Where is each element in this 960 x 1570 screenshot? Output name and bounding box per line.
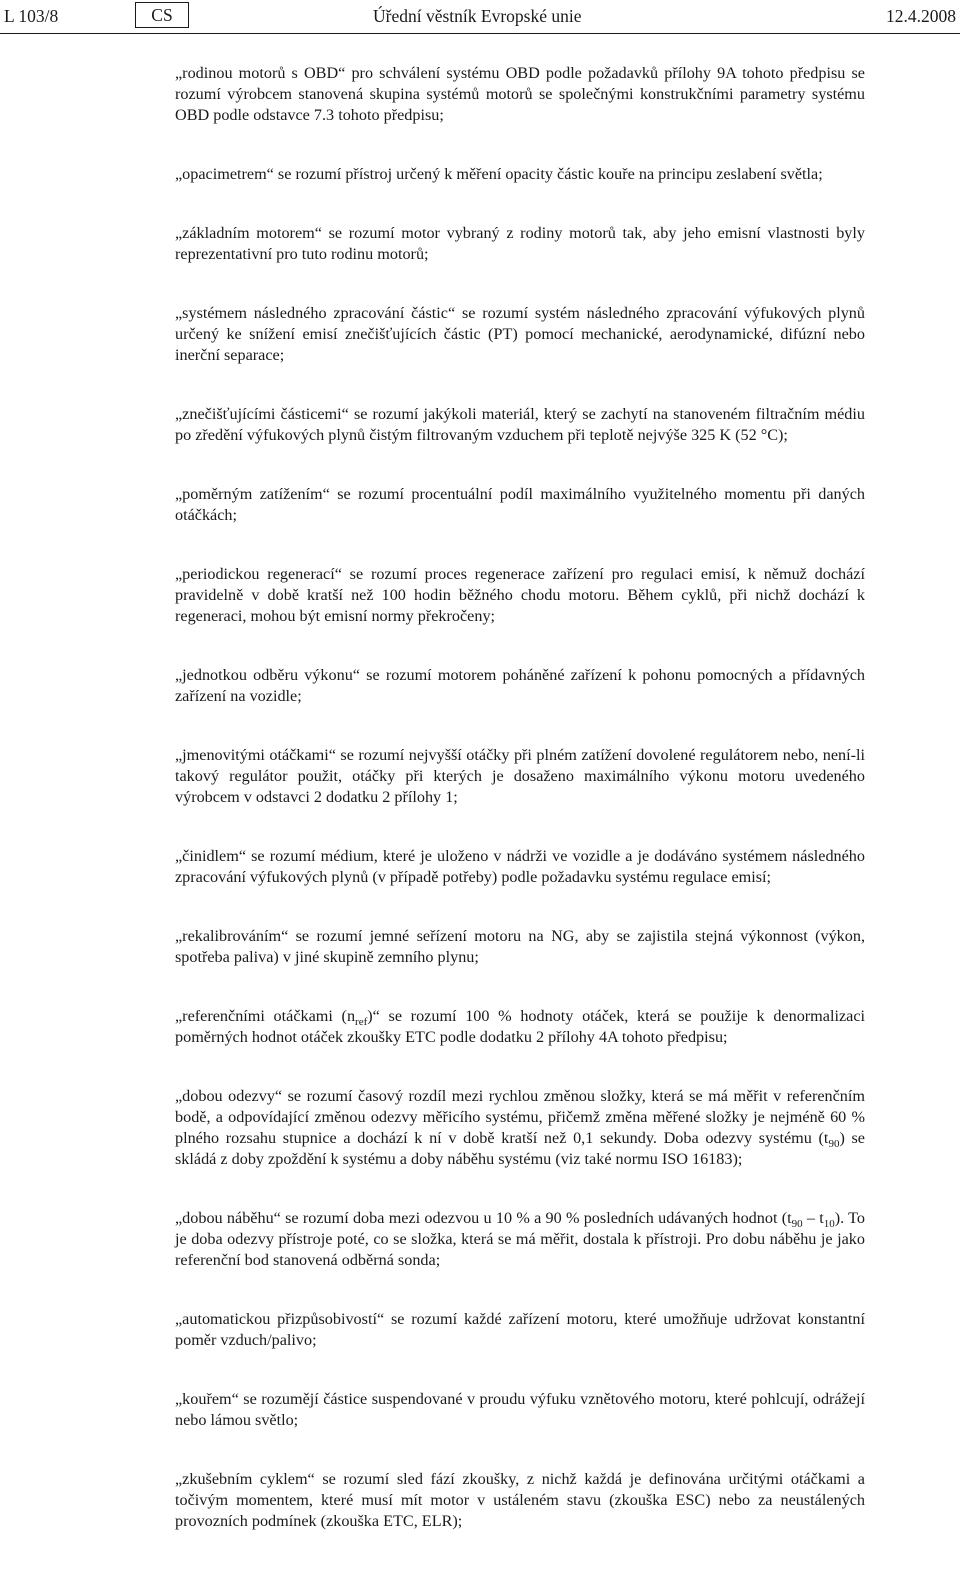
definition-paragraph: „jmenovitými otáčkami“ se rozumí nejvyšší otáčky při plném zatížení dovolené regulátorem nebo, není-li takový regulátor použit, otáčky při kterých je dosaženo maximálního výkonu motoru uvedeného výrobcem v odstavci 2 dodatku 2 přílohy 1;: [175, 746, 865, 806]
definition-paragraph: „činidlem“ se rozumí médium, které je uloženo v nádrži ve vozidle a je dodáváno systémem následného zpracování výfukových plynů (v případě potřeby) podle požadavku systému regulace emisí;: [175, 847, 865, 886]
subscript: 10: [823, 1218, 835, 1231]
text-segment: „referenčními otáčkami (n: [175, 1007, 356, 1025]
definition-paragraph: „rodinou motorů s OBD“ pro schválení systému OBD podle požadavků přílohy 9A tohoto předpisu se rozumí výrobcem stanovená skupina systémů motorů se společnými konstrukčními parametry systému OBD podle odstavce 7.3 tohoto předpisu;: [175, 64, 865, 124]
definition-paragraph: „rekalibrováním“ se rozumí jemné seřízení motoru na NG, aby se zajistila stejná výkonnost (výkon, spotřeba paliva) v jiné skupině zemního plynu;: [175, 927, 865, 966]
text-segment: „dobou odezvy“ se rozumí časový rozdíl mezi rychlou změnou složky, která se má měřit v referenčním bodě, a odpovídající změnou odezvy měřicího systému, přičemž změna měřené složky je nejméně 60 % plného rozsahu stupnice a dochází k ní v době kratší než 0,1 sekundy. Doba odezvy systému (t: [175, 1087, 865, 1147]
text-segment: ) se skládá z doby zpoždění k systému a doby náběhu systému (viz také normu ISO 16183);: [175, 1129, 865, 1168]
text-segment: ). To je doba odezvy přístroje poté, co se složka, která se má měřit, dostala k přístroji. Pro dobu náběhu je jako referenční bod stanovená odběrná sonda;: [175, 1209, 865, 1269]
definition-paragraph: „systémem následného zpracování částic“ se rozumí systém následného zpracování výfukových plynů určený ke snížení emisí znečišťujících částic (PT) pomocí mechanické, aerodynamické, difúzní nebo inerční separace;: [175, 304, 865, 364]
subscript: 90: [791, 1218, 803, 1231]
definition-paragraph: „zkušebním cyklem“ se rozumí sled fází zkoušky, z nichž každá je definována určitými otáčkami a točivým momentem, které musí mít motor v ustáleném stavu (zkouška ESC) nebo za neustálených provozních podmínek (zkouška ETC, ELR);: [175, 1470, 865, 1530]
definition-paragraph: „jednotkou odběru výkonu“ se rozumí motorem poháněné zařízení k pohonu pomocných a přídavných zařízení na vozidle;: [175, 666, 865, 705]
language-badge: CS: [135, 2, 189, 28]
definition-paragraph: „základním motorem“ se rozumí motor vybraný z rodiny motorů tak, aby jeho emisní vlastnosti byly reprezentativní pro tuto rodinu motorů;: [175, 224, 865, 263]
definition-paragraph: „periodickou regenerací“ se rozumí proces regenerace zařízení pro regulaci emisí, k němuž dochází pravidelně v době kratší než 100 hodin běžného chodu motoru. Během cyklů, při nichž dochází k regeneraci, mohou být emisní normy překročeny;: [175, 565, 865, 625]
text-segment: „dobou náběhu“ se rozumí doba mezi odezvou u 10 % a 90 % posledních udávaných hodnot (t: [175, 1209, 792, 1227]
definition-paragraph: „znečišťujícími částicemi“ se rozumí jakýkoli materiál, který se zachytí na stanoveném filtračním médiu po zředění výfukových plynů čistým filtrovaným vzduchem při teplotě nejvýše 325 K (52 °C);: [175, 405, 865, 444]
text-segment: )“ se rozumí 100 % hodnoty otáček, která se použije k denormalizaci poměrných hodnot otáček zkoušky ETC podle dodatku 2 přílohy 4A tohoto předpisu;: [175, 1007, 865, 1046]
publication-date: 12.4.2008: [886, 6, 956, 26]
definition-paragraph: „kouřem“ se rozumějí částice suspendované v proudu výfuku vznětového motoru, které pohlcují, odrážejí nebo lámou světlo;: [175, 1390, 865, 1429]
definition-paragraph: „poměrným zatížením“ se rozumí procentuální podíl maximálního využitelného momentu při daných otáčkách;: [175, 485, 865, 524]
header-divider: [0, 33, 960, 34]
definition-paragraph-response-time: [175, 1086, 865, 1170]
definition-paragraph: „opacimetrem“ se rozumí přístroj určený k měření opacity částic kouře na principu zeslabení světla;: [175, 165, 823, 183]
journal-title: Úřední věstník Evropské unie: [373, 6, 582, 26]
subscript: ref: [355, 1016, 368, 1029]
page-header: [0, 0, 960, 34]
subscript: 90: [828, 1138, 840, 1151]
definition-paragraph: „automatickou přizpůsobivostí“ se rozumí každé zařízení motoru, které umožňuje udržovat konstantní poměr vzduch/palivo;: [175, 1310, 865, 1349]
definition-paragraph-rise-time: [175, 1208, 865, 1271]
document-body: [175, 63, 865, 1570]
text-segment: – t: [802, 1209, 824, 1227]
page-number: L 103/8: [4, 6, 59, 26]
definition-paragraph-reference-speed: [175, 1006, 865, 1048]
